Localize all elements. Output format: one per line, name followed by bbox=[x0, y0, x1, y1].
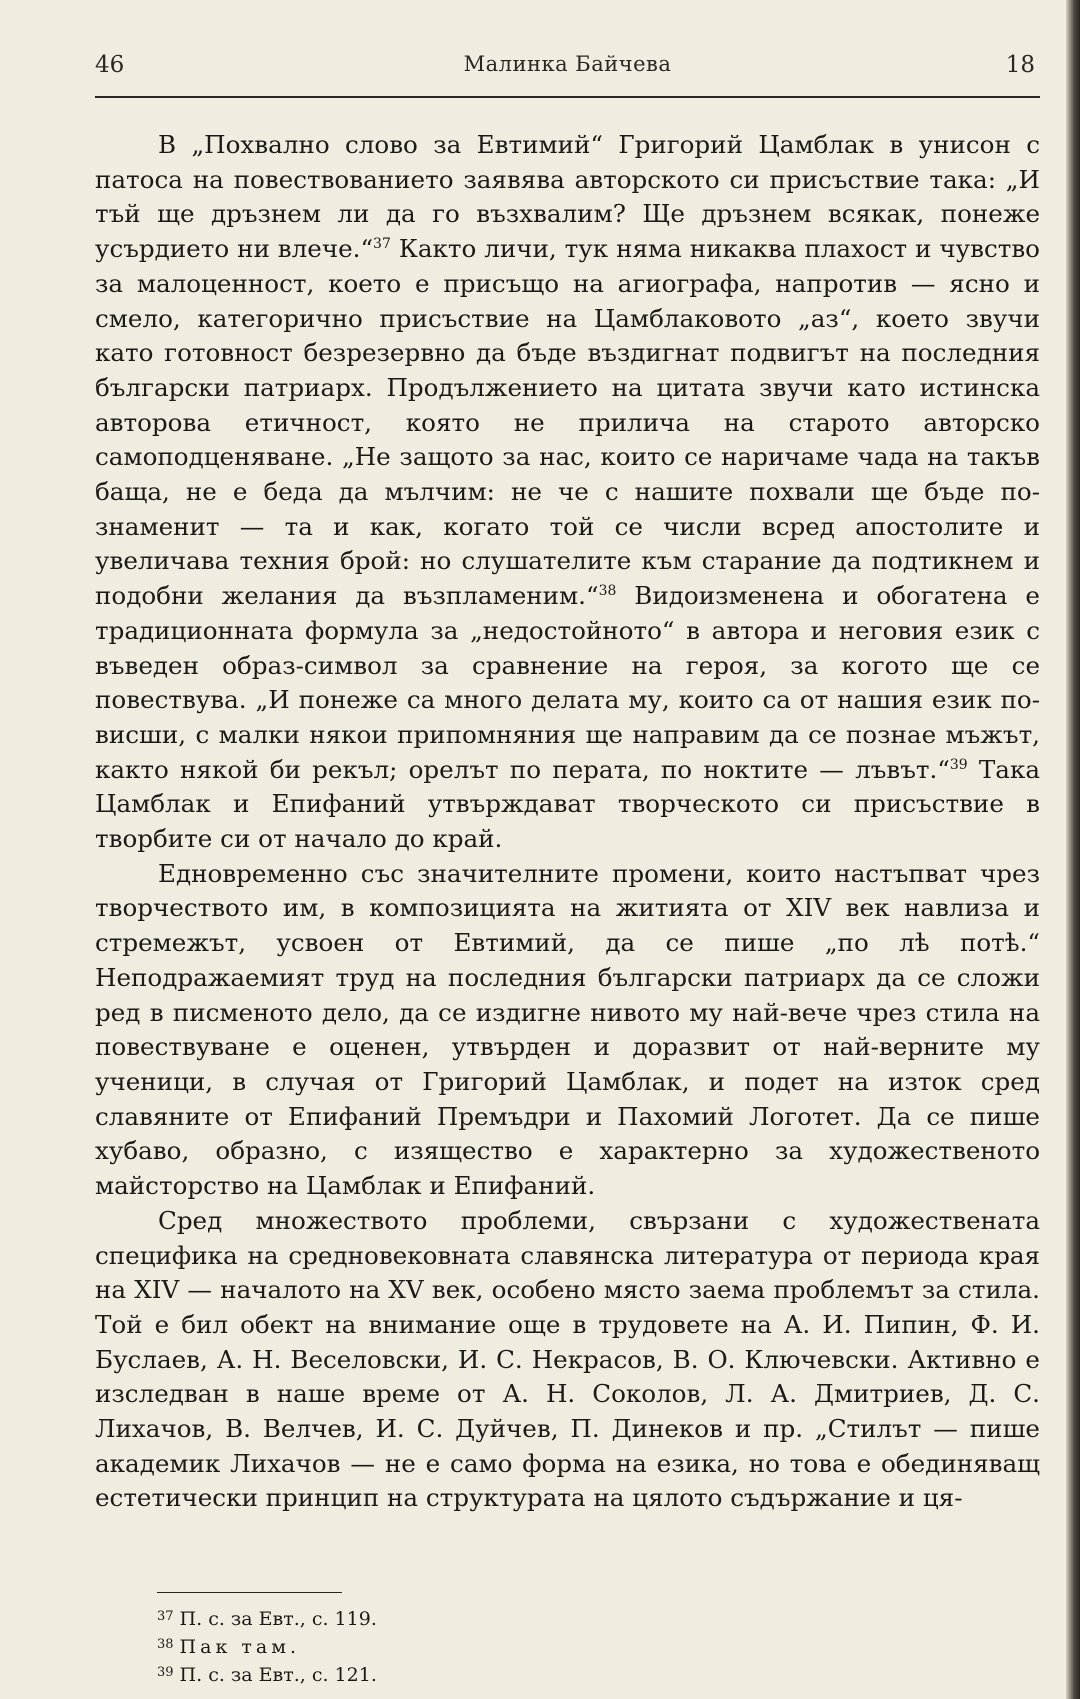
scan-edge bbox=[1066, 0, 1080, 1699]
footnote-mark: 39 bbox=[157, 1665, 174, 1680]
footnote-ref-39: 39 bbox=[949, 756, 968, 773]
footnote-text: П. с. за Евт., с. 119. bbox=[179, 1608, 377, 1630]
footnote-ref-37: 37 bbox=[373, 236, 391, 253]
footnote-37 bbox=[157, 1604, 857, 1632]
footnote-text: П. с. за Евт., с. 121. bbox=[179, 1664, 377, 1686]
footnote-38 bbox=[157, 1632, 857, 1660]
folio-number: 18 bbox=[1005, 52, 1035, 78]
footnote-mark: 38 bbox=[157, 1637, 174, 1652]
paragraph-3: Сред множеството проблеми, свързани с художествената специфика на средновековната славянска литература от периода края на XIV — началото на XV век, особено място заема проблемът за стила. Той е бил обект на внимание още в трудовете на А. И. Пипин, Ф. И. Буслаев, А. Н. Веселовски, И. С. Некрасов, В. О. Ключевски. Активно е изследван в наше време от А. Н. Соколов, Л. А. Дмитриев, Д. С. Лихачов, В. Велчев, И. С. Дуйчев, П. Динеков и пр. „Стилът — пише академик Лихачов — не е само форма на езика, но това е обединяващ естетически принцип на структурата на цялото съдържание и ця- bbox=[95, 1205, 1040, 1513]
paragraph-text: В „Похвално слово за Евтимий“ Григорий Цамблак в унисон с патоса на повествованието заявява авторското си присъствие така: „И тъй ще дръзнем ли да го възхвалим? Ще дръзнем всякак, понеже усърдието ни влече.“ bbox=[95, 130, 1040, 264]
page-number: 46 bbox=[95, 52, 125, 78]
paragraph-text: Видоизменена и обогатена е традиционната формула за „недостойното“ в автора и неговия език с въведен образ-символ за сравнение на героя, за когото ще се повествува. „И понеже са много делата му, които са от нашия език по-висши, с малки някои припомняния ще направим да се познае мъжът, както някой би рекъл; орелът по перата, по ноктите — лъвът.“ bbox=[95, 581, 1040, 784]
header-rule bbox=[95, 96, 1040, 98]
footnote-ref-38: 38 bbox=[598, 583, 617, 600]
paragraph-text: Както личи, тук няма никаква плахост и чувство за малоценност, което е присъщо на агиографа, напротив — ясно и смело, категорично присъствие на Цамблаковото „аз“, което звучи като готовност безрезервно да бъде въздигнат подвигът на последния български патриарх. Продължението на цитата звучи като истинска авторова етичност, която не прилича на старото авторско самоподценяване. „Не защото за нас, които се наричаме чада на такъв баща, не е беда да мълчим: не че с нашите похвали ще бъде по-знаменит — та и как, когато той се числи всред апостолите и увеличава техния брой: но слушателите към старание да подтикнем и подобни желания да възпламеним.“ bbox=[95, 234, 1040, 611]
paragraph-1 bbox=[95, 128, 1040, 857]
footnote-mark: 37 bbox=[157, 1609, 174, 1624]
paragraph-text: Така Цамблак и Епифаний утвърждават творческото си присъствие в творбите си от начало до край. bbox=[95, 754, 1040, 854]
book-page bbox=[95, 38, 1040, 1686]
body-text bbox=[95, 128, 1040, 1516]
running-title: Малинка Байчева bbox=[463, 52, 672, 76]
paragraph-2: Едновременно със значителните промени, които настъпват чрез творчеството им, в композицията на житията от XIV век навлиза и стремежът, усвоен от Евтимий, да се пише „по лѣ потѣ.“ Неподражаемият труд на последния български патриарх да се сложи ред в писменото дело, да се издигне нивото му най-вече чрез стила на повествуване е оценен, утвърден и доразвит от най-верните му ученици, в случая от Григорий Цамблак, и подет на изток сред славяните от Епифаний Премъдри и Пахомий Логотет. Да се пише хубаво, образно, с изящество е характерно за художественото майсторство на Цамблак и Епифаний. bbox=[95, 858, 1040, 1201]
footnote-39 bbox=[157, 1660, 857, 1688]
footnotes bbox=[157, 1604, 857, 1688]
footnote-rule bbox=[157, 1592, 342, 1593]
footnote-text: Пак там. bbox=[179, 1636, 301, 1658]
page-header bbox=[95, 38, 1040, 80]
